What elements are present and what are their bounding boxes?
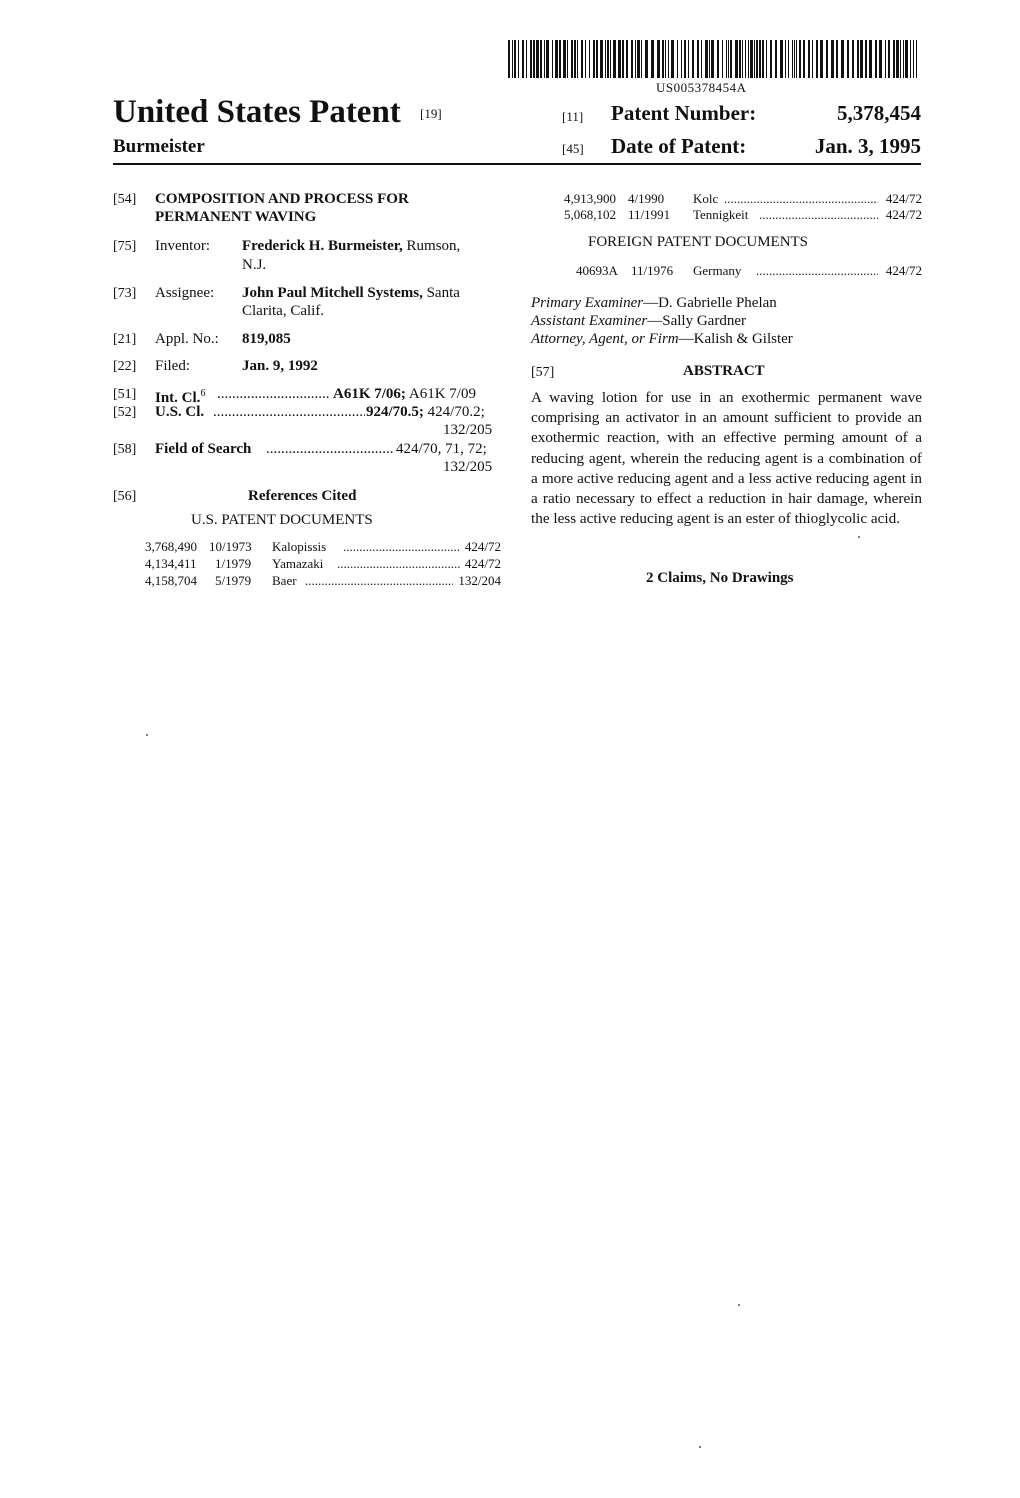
barcode-bar: [593, 40, 595, 78]
date-label: Date of Patent:: [611, 134, 747, 158]
barcode-bar: [635, 40, 636, 78]
title-line-1: COMPOSITION AND PROCESS FOR: [155, 191, 409, 207]
intcl-code: [51]: [113, 387, 137, 402]
barcode-bar: [622, 40, 624, 78]
barcode-bar: [910, 40, 911, 78]
barcode-bar: [900, 40, 901, 78]
barcode-bar: [794, 40, 795, 78]
uscl-value-2: 132/205: [443, 422, 493, 438]
barcode-bar: [759, 40, 761, 78]
barcode-bar: [665, 40, 666, 78]
table-row: [145, 538, 501, 555]
ref-name: Kolc: [693, 191, 719, 206]
intcl-leader: [217, 385, 330, 403]
barcode-bar: [711, 40, 714, 78]
appl-number: 819,085: [242, 331, 291, 347]
inventor-surname: Burmeister: [113, 136, 205, 157]
barcode-bar: [788, 40, 789, 78]
barcode-bar: [852, 40, 854, 78]
barcode-bar: [836, 40, 838, 78]
ref-date: 4/1990: [628, 191, 665, 206]
barcode-bar: [688, 40, 689, 78]
barcode-bar: [913, 40, 914, 78]
fos-label: Field of Search: [155, 441, 252, 457]
barcode-bar: [544, 40, 545, 78]
barcode-bar: [613, 40, 616, 78]
foreign-docs-heading: FOREIGN PATENT DOCUMENTS: [588, 234, 809, 250]
barcode-bar: [865, 40, 867, 78]
barcode-bar: [607, 40, 609, 78]
ref-name: Kalopissis: [272, 539, 327, 554]
ref-date: 5/1979: [215, 573, 252, 588]
ref-leader: [337, 555, 461, 572]
barcode-bar: [571, 40, 573, 78]
assignee-field: [242, 284, 460, 302]
barcode-bar: [540, 40, 542, 78]
fos-leader: [266, 440, 393, 458]
barcode-bar: [677, 40, 678, 78]
inventor-name: Frederick H. Burmeister,: [242, 238, 403, 254]
barcode-bar: [816, 40, 818, 78]
intcl-superscript: 6: [200, 388, 206, 399]
barcode-bar: [739, 40, 741, 78]
barcode-bar: [574, 40, 576, 78]
ref-number: 4,134,411: [145, 556, 197, 571]
barcode-bar: [885, 40, 886, 78]
ref-leader: [724, 190, 878, 207]
barcode-bar: [585, 40, 586, 78]
fos-value-2: 132/205: [443, 459, 493, 475]
date-of-patent: Jan. 3, 1995: [814, 134, 921, 158]
ref-name: Tennigkeit: [693, 207, 749, 222]
barcode-bar: [905, 40, 908, 78]
barcode-bar: [762, 40, 764, 78]
ref-number: 40693A: [576, 263, 618, 278]
barcode-bar: [684, 40, 686, 78]
barcode-bar: [792, 40, 793, 78]
barcode-bar: [879, 40, 882, 78]
barcode-bar: [857, 40, 859, 78]
filed-date: Jan. 9, 1992: [242, 358, 318, 374]
appl-label: Appl. No.:: [155, 331, 219, 347]
barcode-bar: [600, 40, 603, 78]
barcode-bar: [742, 40, 743, 78]
ref-class: 132/204: [458, 573, 501, 588]
ref-leader: [759, 206, 878, 223]
ref-number: 4,158,704: [145, 573, 197, 588]
barcode-bar: [820, 40, 823, 78]
inventor-location: Rumson,: [406, 238, 461, 254]
barcode-bar: [860, 40, 863, 78]
patent-number-code: [11]: [562, 109, 584, 124]
abstract-heading: ABSTRACT: [683, 363, 765, 379]
barcode-bar: [756, 40, 758, 78]
intcl-value-primary: A61K 7/06;: [333, 386, 406, 402]
header-rule: [113, 163, 921, 165]
barcode-bar: [888, 40, 890, 78]
barcode-bar: [651, 40, 654, 78]
patent-country-title: United States Patent: [113, 94, 401, 130]
barcode-bar: [514, 40, 516, 78]
barcode-bar: [631, 40, 633, 78]
table-row: [564, 206, 922, 223]
attorney: [531, 330, 793, 348]
intcl-value-secondary: A61K 7/09: [408, 386, 476, 402]
table-row: [564, 190, 922, 207]
title-line-2: PERMANENT WAVING: [155, 209, 317, 225]
uscl-value-secondary: 424/70.2;: [427, 404, 485, 420]
barcode-bar: [526, 40, 527, 78]
barcode-bar: [722, 40, 723, 78]
barcode-bar: [730, 40, 732, 78]
barcode-bar: [808, 40, 810, 78]
barcode-bar: [563, 40, 566, 78]
barcode-bar: [555, 40, 558, 78]
uscl-label: U.S. Cl.: [155, 404, 205, 420]
scan-speck: [738, 1304, 740, 1306]
table-row: [145, 555, 501, 572]
barcode-bar: [518, 40, 519, 78]
scan-speck: [858, 536, 860, 538]
barcode-bar: [589, 40, 590, 78]
barcode-bar: [662, 40, 664, 78]
barcode-bar: [750, 40, 753, 78]
barcode-bar: [637, 40, 640, 78]
barcode-bar: [530, 40, 532, 78]
abstract-text: A waving lotion for use in an exothermic permanent wave comprising an activator in an amount sufficient to provide an exothermic reaction, with an effective perming amount of a reducing agent, wherein the reducing agent is a combination of a more active reducing agent and a less active reducing agent in a ratio necessary to effect a reduction in hair damage, wherein the less active reducing agent is an ester of thioglycolic acid.: [531, 389, 922, 528]
us-docs-heading: U.S. PATENT DOCUMENTS: [191, 512, 373, 528]
date-code: [45]: [562, 141, 584, 156]
barcode-bar: [610, 40, 611, 78]
attorney-name: —Kalish & Gilster: [678, 331, 793, 347]
filed-code: [22]: [113, 359, 137, 374]
fos-code: [58]: [113, 442, 137, 457]
inventor-label: Inventor:: [155, 238, 210, 254]
barcode-bar: [512, 40, 513, 78]
document-id: US005378454A: [656, 80, 747, 95]
primary-examiner-name: —D. Gabrielle Phelan: [643, 295, 777, 311]
table-row: [576, 262, 922, 279]
barcode-bar: [697, 40, 699, 78]
barcode-bar: [916, 40, 917, 78]
assignee-name: John Paul Mitchell Systems,: [242, 285, 423, 301]
primary-examiner: [531, 294, 777, 312]
barcode: [508, 40, 920, 78]
barcode-bar: [567, 40, 568, 78]
barcode-bar: [522, 40, 524, 78]
refs-code: [56]: [113, 489, 137, 504]
barcode-bar: [546, 40, 549, 78]
ref-date: 1/1979: [215, 556, 252, 571]
barcode-bar: [641, 40, 642, 78]
barcode-bar: [552, 40, 553, 78]
barcode-bar: [596, 40, 598, 78]
inventor-code: [75]: [113, 239, 137, 254]
barcode-bar: [770, 40, 772, 78]
filed-label: Filed:: [155, 358, 191, 374]
barcode-bar: [581, 40, 583, 78]
ref-leader: [756, 262, 878, 279]
ref-date: 11/1976: [631, 263, 674, 278]
barcode-bar: [869, 40, 872, 78]
barcode-bar: [735, 40, 738, 78]
barcode-bar: [657, 40, 660, 78]
ref-leader: [305, 572, 453, 589]
barcode-bar: [577, 40, 578, 78]
scan-speck: [146, 734, 148, 736]
barcode-bar: [618, 40, 621, 78]
uscl-leader: [213, 403, 365, 421]
barcode-bar: [705, 40, 708, 78]
uscl-value-primary: 924/70.5;: [366, 404, 424, 420]
barcode-bar: [826, 40, 828, 78]
barcode-bar: [831, 40, 834, 78]
ref-date: 10/1973: [209, 539, 252, 554]
attorney-label: Attorney, Agent, or Firm: [531, 331, 679, 347]
claims-summary: 2 Claims, No Drawings: [646, 570, 794, 586]
barcode-bar: [668, 40, 669, 78]
barcode-bar: [745, 40, 746, 78]
barcode-bar: [796, 40, 797, 78]
ref-number: 3,768,490: [145, 539, 197, 554]
ref-leader: [343, 538, 461, 555]
patent-number-label: Patent Number:: [611, 101, 757, 125]
ref-name: Germany: [693, 263, 742, 278]
refs-heading: References Cited: [248, 488, 357, 504]
barcode-bar: [645, 40, 648, 78]
barcode-bar: [709, 40, 710, 78]
abstract-code: [57]: [531, 365, 555, 380]
uscl-code: [52]: [113, 405, 137, 420]
ref-number: 5,068,102: [564, 207, 616, 222]
barcode-bar: [726, 40, 727, 78]
ref-date: 11/1991: [628, 207, 671, 222]
inventor-location-2: N.J.: [242, 257, 267, 273]
ref-class: 424/72: [885, 191, 922, 206]
assistant-examiner: [531, 312, 746, 330]
barcode-bar: [533, 40, 535, 78]
barcode-bar: [896, 40, 899, 78]
uscl-values: [366, 403, 485, 421]
intcl-label-text: Int. Cl.: [155, 390, 201, 406]
barcode-bar: [701, 40, 702, 78]
ref-class: 424/72: [464, 556, 501, 571]
barcode-bar: [847, 40, 849, 78]
barcode-bar: [559, 40, 561, 78]
barcode-bar: [780, 40, 783, 78]
barcode-bar: [508, 40, 510, 78]
barcode-bar: [605, 40, 606, 78]
inventor-field: [242, 237, 460, 255]
barcode-bar: [766, 40, 767, 78]
patent-number: 5,378,454: [837, 101, 921, 125]
ref-class: 424/72: [885, 207, 922, 222]
barcode-bar: [728, 40, 729, 78]
ref-class: 424/72: [464, 539, 501, 554]
ref-name: Yamazaki: [272, 556, 324, 571]
barcode-bar: [717, 40, 719, 78]
assignee-label: Assignee:: [155, 285, 215, 301]
ref-name: Baer: [272, 573, 297, 588]
barcode-bar: [803, 40, 805, 78]
ref-class: 424/72: [885, 263, 922, 278]
barcode-bar: [626, 40, 628, 78]
assignee-location-2: Clarita, Calif.: [242, 303, 325, 319]
barcode-bar: [536, 40, 539, 78]
barcode-bar: [748, 40, 749, 78]
assistant-examiner-name: —Sally Gardner: [647, 313, 746, 329]
country-code: [19]: [420, 106, 442, 121]
table-row: [145, 572, 501, 589]
barcode-bar: [799, 40, 801, 78]
barcode-bar: [754, 40, 755, 78]
title-code: [54]: [113, 192, 137, 207]
barcode-bar: [671, 40, 674, 78]
barcode-bar: [893, 40, 895, 78]
intcl-values: [333, 385, 476, 403]
appl-code: [21]: [113, 332, 137, 347]
barcode-bar: [785, 40, 786, 78]
barcode-bar: [812, 40, 813, 78]
fos-value: 424/70, 71, 72;: [396, 441, 487, 457]
primary-examiner-label: Primary Examiner: [531, 295, 644, 311]
assignee-code: [73]: [113, 286, 137, 301]
barcode-bar: [841, 40, 844, 78]
barcode-bar: [775, 40, 777, 78]
ref-number: 4,913,900: [564, 191, 616, 206]
barcode-bar: [903, 40, 904, 78]
assistant-examiner-label: Assistant Examiner: [531, 313, 648, 329]
assignee-location: Santa: [426, 285, 460, 301]
barcode-bar: [681, 40, 682, 78]
barcode-bar: [875, 40, 877, 78]
barcode-bar: [692, 40, 694, 78]
scan-speck: [699, 1446, 701, 1448]
